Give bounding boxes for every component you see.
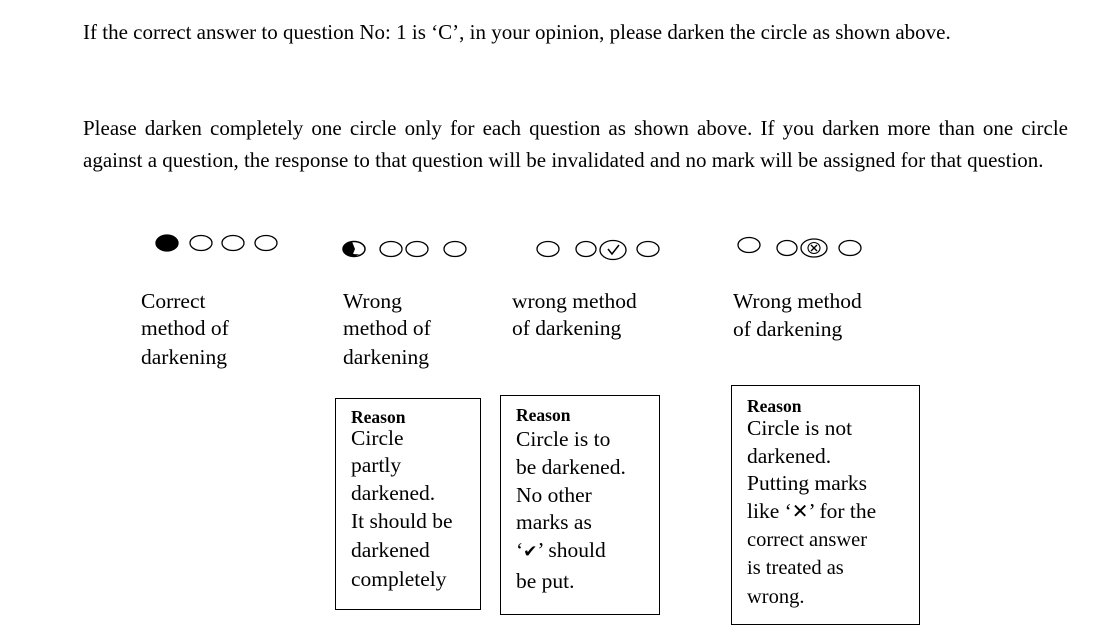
cross-mark-icon: ✕	[791, 499, 809, 523]
wrong-method-label-3: Wrong method of darkening	[733, 289, 862, 341]
empty-circle-icon	[537, 242, 559, 257]
reason-box-partly-darkened: Reason Circle partly darkened. It should be darkened completely	[335, 398, 481, 610]
cross-icon	[811, 245, 817, 251]
cross-mark-example	[735, 235, 865, 259]
reason-box-cross-mark: Reason Circle is not darkened. Putting marks like ‘✕’ for the correct answer is treated as wrong.	[731, 385, 920, 625]
empty-circle-icon	[255, 236, 277, 251]
empty-circle-icon	[406, 242, 428, 257]
tick-symbol-line: ‘✔’ should	[516, 538, 606, 562]
tick-mark-icon: ✔	[523, 542, 538, 562]
reason-title: Reason	[351, 407, 406, 427]
partly-darkened-example	[339, 238, 474, 260]
correct-method-label: Correct method of darkening	[141, 289, 229, 369]
reason-title: Reason	[747, 396, 802, 416]
instruction-paragraph-1: If the correct answer to question No: 1 is ‘C’, in your opinion, please darken the circle as shown above.	[83, 20, 951, 44]
reason-title: Reason	[516, 405, 571, 425]
empty-circle-icon	[222, 236, 244, 251]
empty-circle-icon	[637, 242, 659, 257]
empty-circle-icon	[190, 236, 212, 251]
empty-circle-icon	[839, 241, 861, 256]
empty-circle-icon	[576, 242, 596, 257]
tick-icon	[608, 245, 619, 254]
reason-box-tick-mark: Reason Circle is to be darkened. No other marks as ‘✔’ should be put.	[500, 395, 660, 615]
correct-darkening-example	[153, 232, 283, 254]
filled-circle-icon	[156, 235, 178, 251]
empty-circle-icon	[380, 242, 402, 257]
cross-symbol-line: like ‘✕’ for the	[747, 499, 877, 523]
wrong-method-label-1: Wrong method of darkening	[343, 289, 431, 369]
ticked-circle-icon	[600, 241, 626, 260]
tick-mark-example	[534, 238, 664, 262]
instruction-paragraph-2: Please darken completely one circle only for each question as shown above. If you darken more than one circle against a question, the response to that question will be invalidated and no mark will be assigned for that question.	[83, 116, 1068, 172]
empty-circle-icon	[444, 242, 466, 257]
empty-circle-icon	[777, 241, 797, 256]
wrong-method-label-2: wrong method of darkening	[512, 289, 637, 340]
empty-circle-icon	[738, 238, 760, 253]
